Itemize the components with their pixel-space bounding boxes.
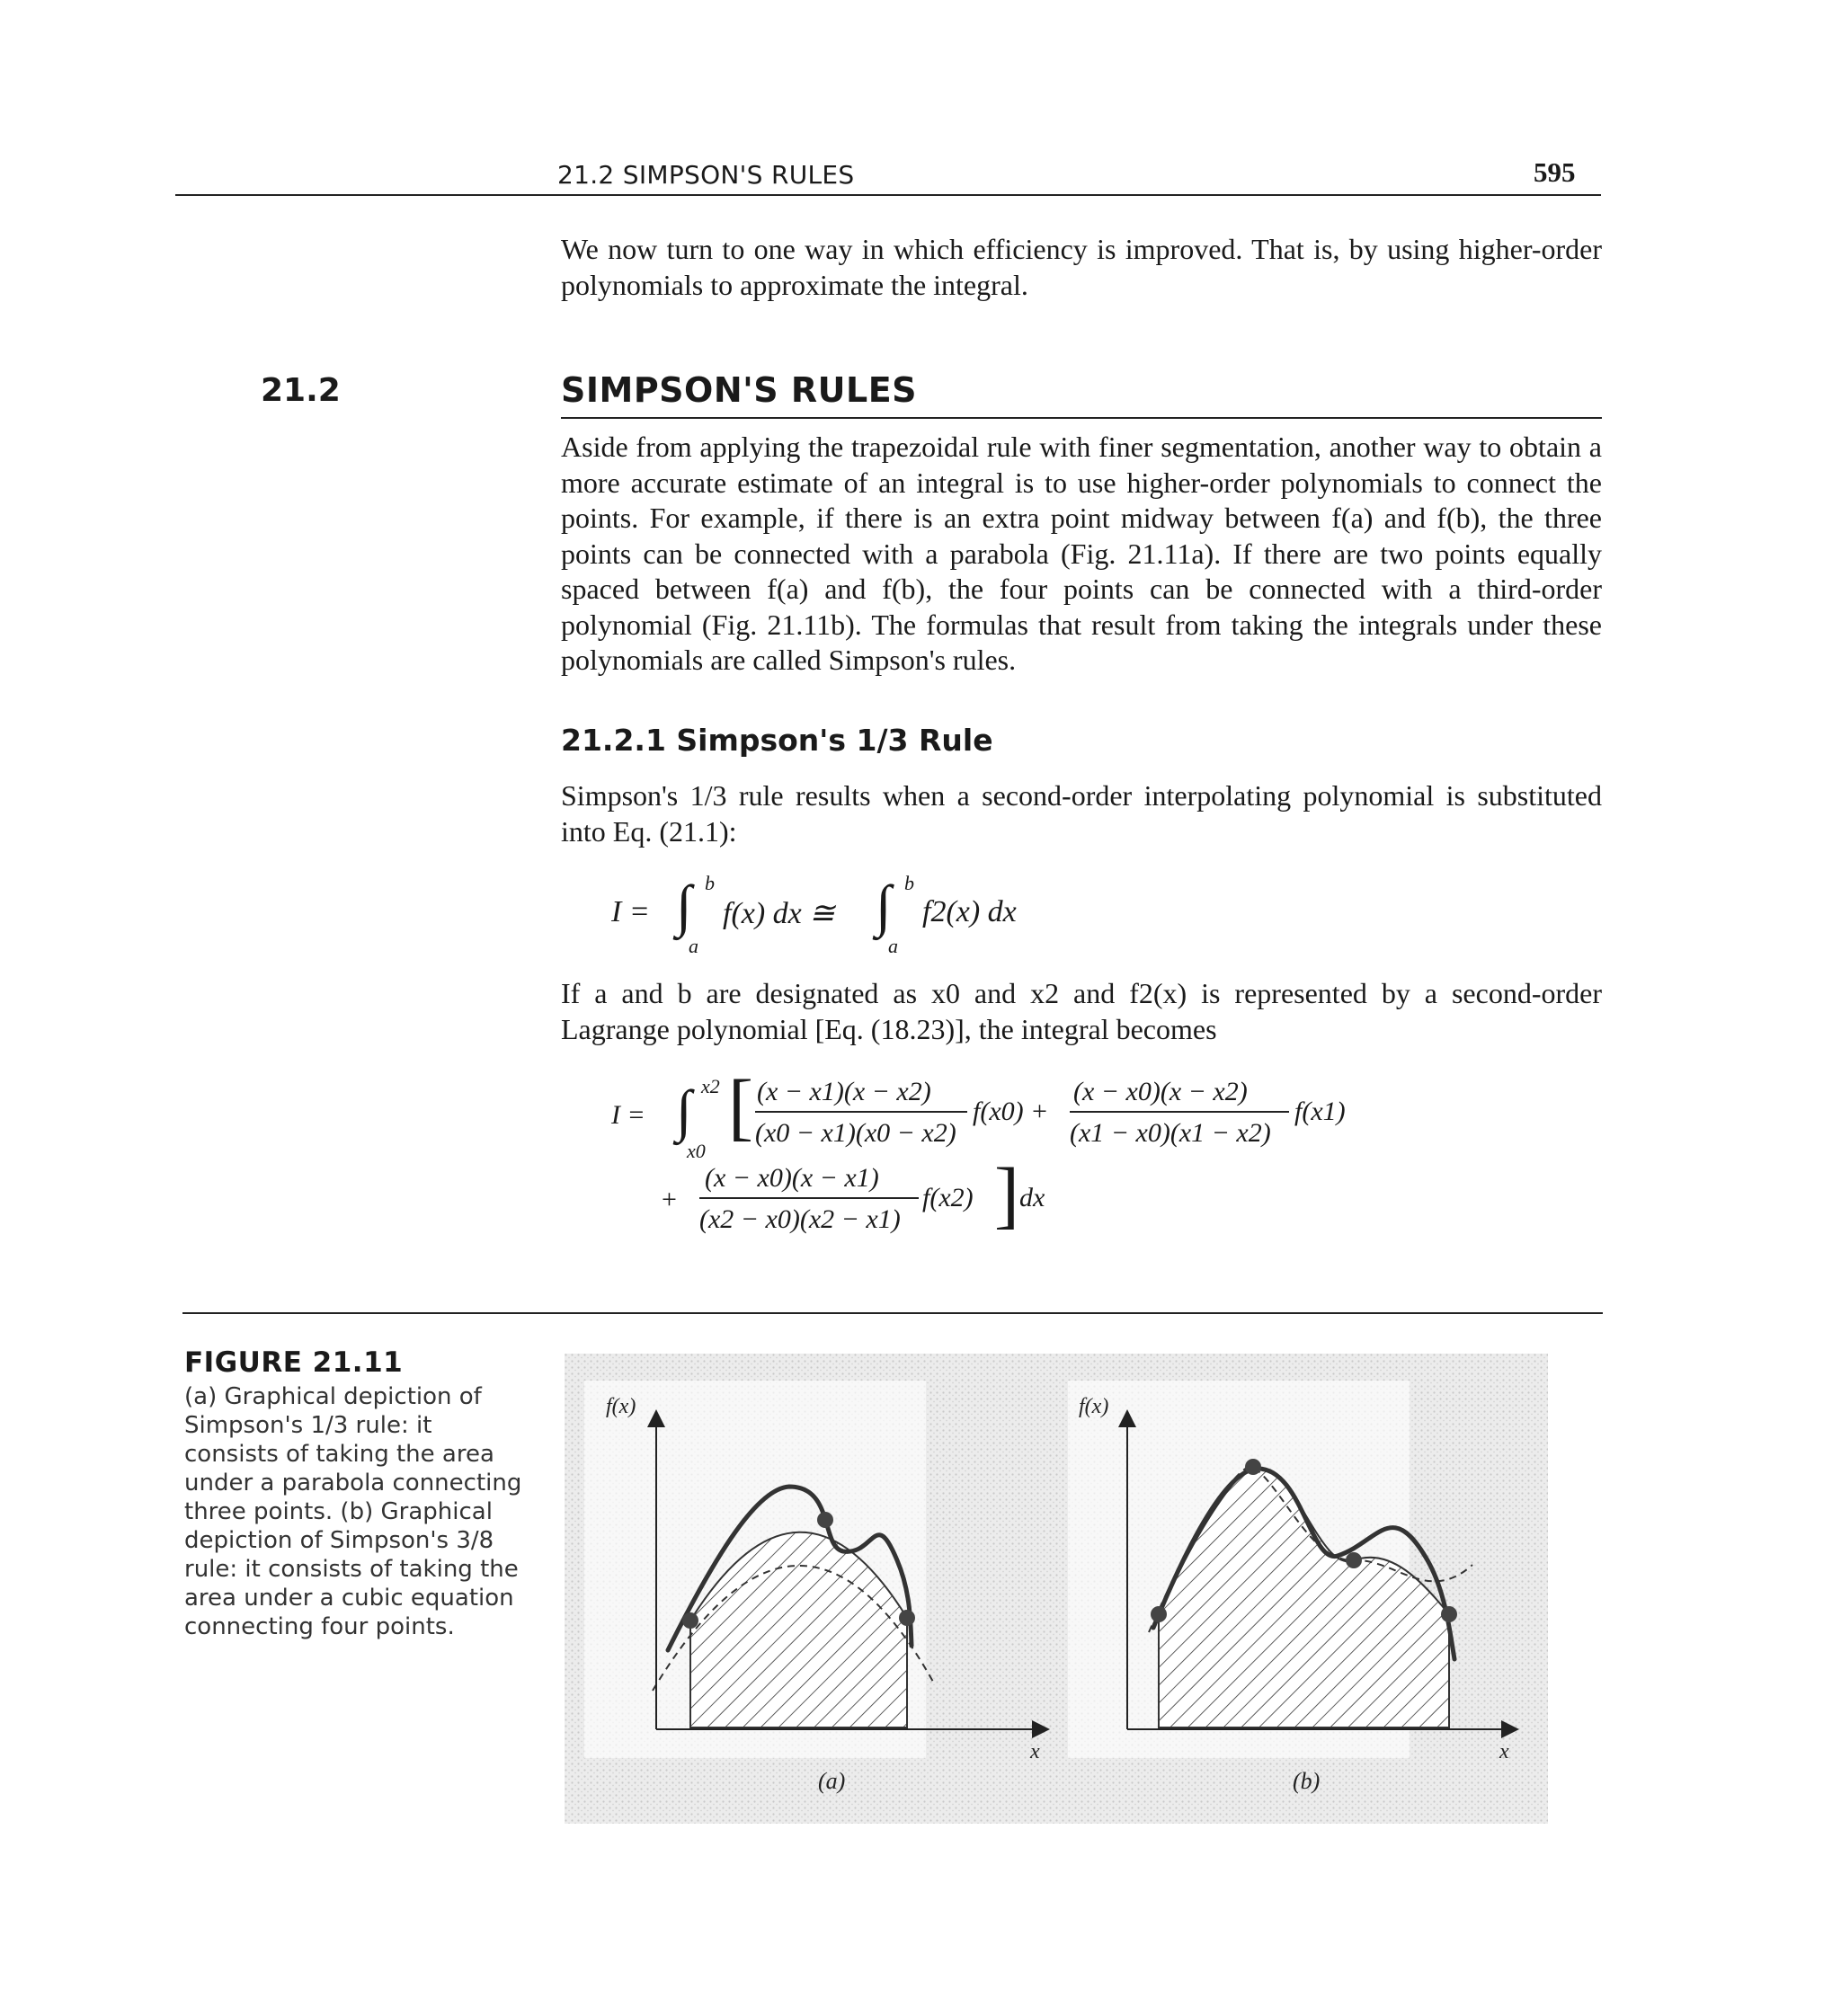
eq2-lhs: I = (611, 1100, 645, 1130)
eq2-factor-1: f(x0) + (973, 1097, 1049, 1126)
eq2-numerator-3: (x − x0)(x − x1) (705, 1163, 879, 1193)
eq1-term-1: f(x) dx ≅ (723, 897, 835, 930)
eq2-integral-sign: ∫ (676, 1079, 692, 1142)
eq2-dx: dx (1019, 1183, 1045, 1212)
equation-2 (611, 1065, 1420, 1258)
eq2-fraction-bar-1 (755, 1111, 967, 1113)
eq2-fraction-bar-3 (699, 1197, 919, 1199)
running-head: 21.2 SIMPSON'S RULES (557, 160, 855, 190)
eq2-denominator-1: (x0 − x1)(x0 − x2) (755, 1118, 956, 1148)
eq2-numerator-2: (x − x0)(x − x2) (1073, 1077, 1248, 1106)
figure-label: FIGURE 21.11 (184, 1346, 404, 1379)
panel-b-point-4 (1441, 1606, 1457, 1622)
eq2-lower-limit: x0 (687, 1140, 706, 1162)
panel-a-tag: (a) (818, 1768, 846, 1794)
eq2-denominator-3: (x2 − x0)(x2 − x1) (699, 1204, 901, 1234)
eq2-fraction-bar-2 (1070, 1111, 1289, 1113)
panel-a-y-label: f(x) (606, 1395, 636, 1418)
panel-a-point-1 (682, 1612, 698, 1629)
eq1-lower-limit: a (689, 935, 698, 957)
eq2-bracket-open: [ (728, 1065, 753, 1149)
eq1-lower-limit-2: a (888, 935, 898, 957)
eq2-factor-3: f(x2) (922, 1183, 974, 1212)
panel-b-point-2 (1245, 1459, 1261, 1475)
page-number: 595 (1534, 156, 1576, 188)
panel-b-point-1 (1151, 1606, 1167, 1622)
section-rule (561, 417, 1602, 419)
eq1-integral-sign-2: ∫ (876, 874, 892, 937)
panel-b-tag: (b) (1293, 1768, 1321, 1794)
eq2-plus: + (662, 1185, 677, 1214)
intro-paragraph: We now turn to one way in which efficiency is improved. That is, by using higher-order polynomials to approximate the integral. (561, 233, 1602, 301)
figure-rule (182, 1312, 1603, 1314)
figure-caption: (a) Graphical depiction of Simpson's 1/3 rule: it consists of taking the area under a parabola connecting three points. (b) Graphical depiction of Simpson's 3/8 rule: it consists of taking the area under a cubic equation connecting four points. (184, 1383, 522, 1640)
section-body: Aside from applying the trapezoidal rule with finer segmentation, another way to obtain a more accurate estimate of an integral is to use higher-order polynomials to connect the points. For example, if there is an extra point midway between f(a) and f(b), the three points can be connected with a parabola (Fig. 21.11a). If there are two points equally spaced between f(a) and f(b), the four points can be connected with a third-order polynomial (Fig. 21.11b). The formulas that result from taking the integrals under these polynomials are called Simpson's rules. (561, 431, 1602, 676)
eq1-lhs: I = (611, 895, 650, 928)
panel-a-point-3 (899, 1610, 915, 1626)
eq1-integral-sign: ∫ (676, 874, 692, 937)
panel-b-x-label: x (1499, 1740, 1509, 1763)
header-rule (175, 194, 1601, 196)
eq2-factor-2: f(x1) (1294, 1097, 1346, 1126)
subsection-title: 21.2.1 Simpson's 1/3 Rule (561, 723, 993, 758)
section-number: 21.2 (261, 372, 341, 409)
section-title: SIMPSON'S RULES (561, 370, 918, 410)
eq2-bracket-close: ] (994, 1153, 1019, 1237)
equation-1 (611, 870, 1079, 960)
eq1-upper-limit: b (705, 872, 715, 894)
eq1-upper-limit-2: b (904, 872, 914, 894)
eq2-numerator-1: (x − x1)(x − x2) (757, 1077, 931, 1106)
eq2-upper-limit: x2 (701, 1075, 720, 1097)
subsection-body-1: Simpson's 1/3 rule results when a second-order interpolating polynomial is substituted into Eq. (21.1): (561, 779, 1602, 848)
panel-b-y-label: f(x) (1079, 1395, 1109, 1418)
eq2-denominator-2: (x1 − x0)(x1 − x2) (1070, 1118, 1271, 1148)
subsection-body-2: If a and b are designated as x0 and x2 and f2(x) is represented by a second-order Lagrange polynomial [Eq. (18.23)], the integral becomes (561, 977, 1602, 1045)
panel-a-x-label: x (1030, 1740, 1040, 1763)
eq1-term-2: f2(x) dx (922, 895, 1017, 928)
panel-a-point-2 (817, 1512, 833, 1528)
figure-21-11 (565, 1354, 1548, 1824)
panel-b-point-3 (1346, 1552, 1362, 1568)
